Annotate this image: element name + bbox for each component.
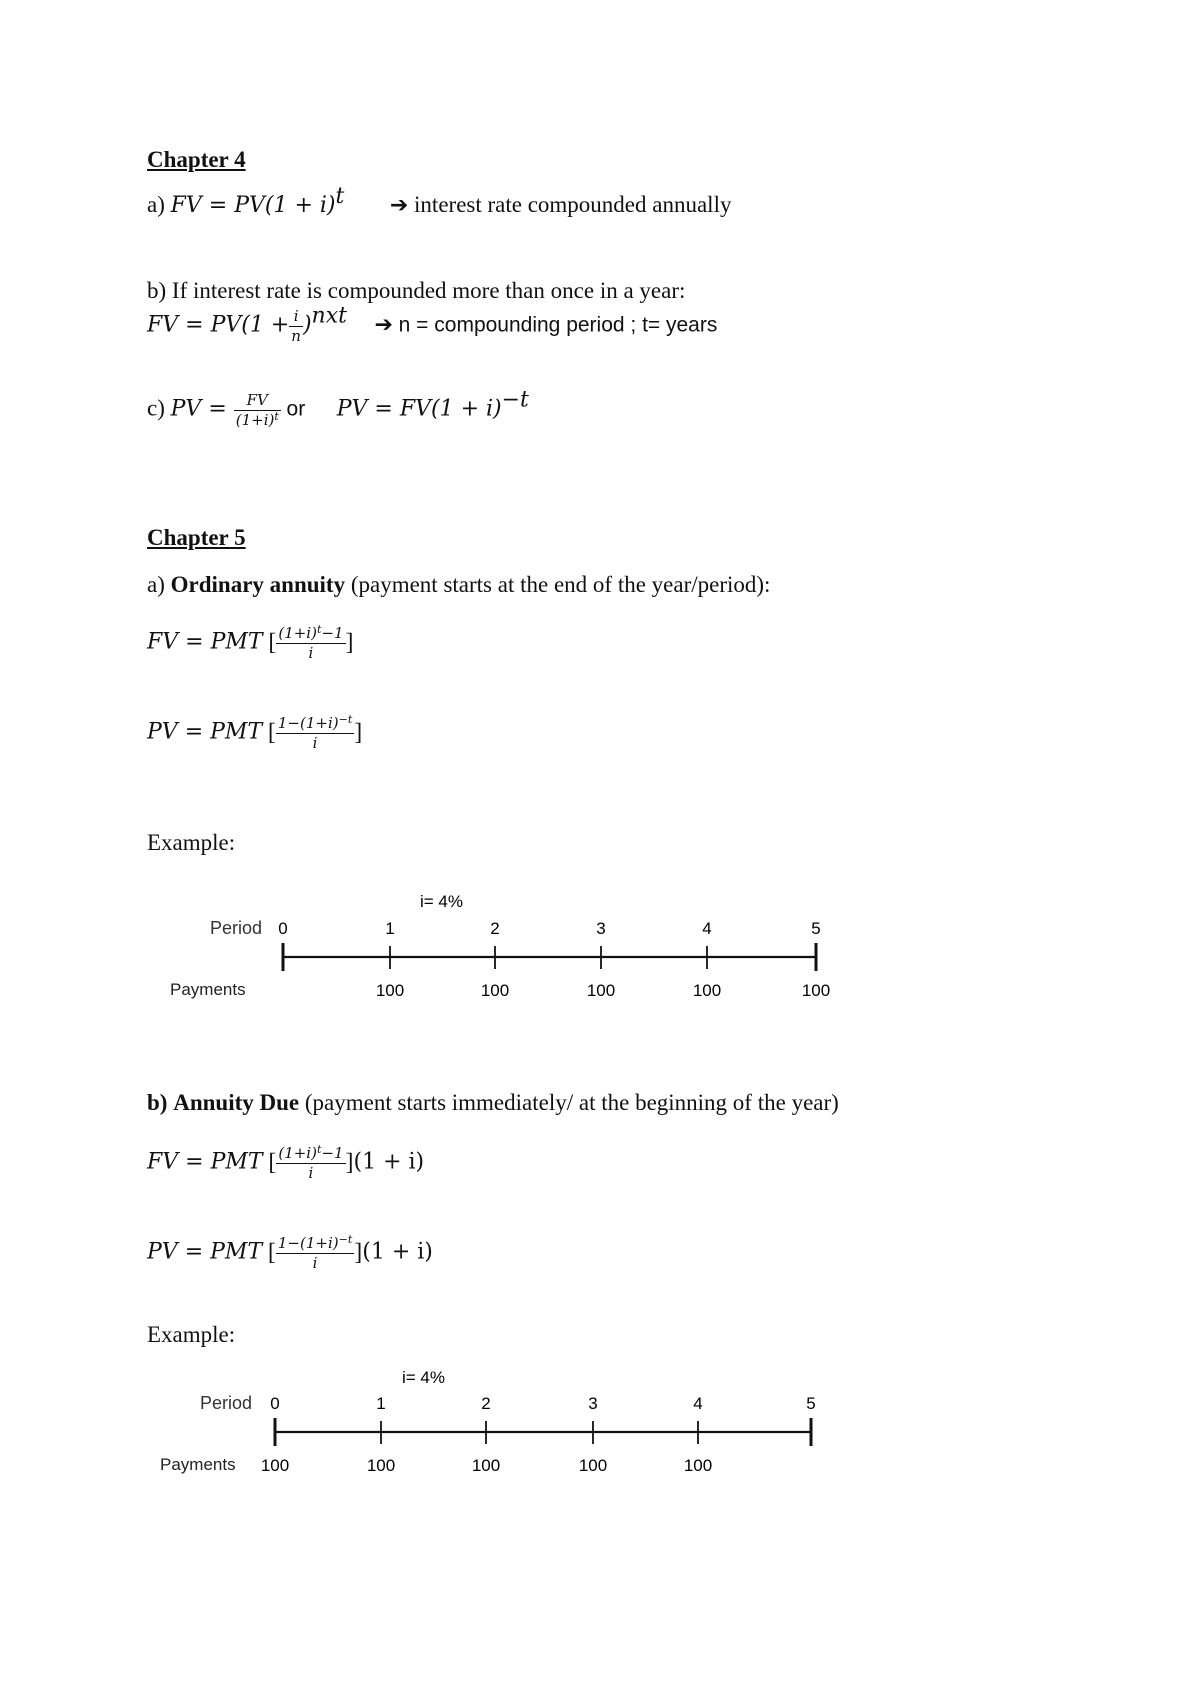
- timeline-2-payment: 100: [471, 1456, 501, 1475]
- ch5-b-pv-formula: PV = PMT [ $\frac{1-(1+i)^{-t}}{i}$ ](1 + i): [147, 1233, 433, 1272]
- ch4-formula-b: FV = PV(1 + $\frac{i}{n}$ )$^{nxt}$ ➔ n = compounding period ; t= years: [147, 303, 718, 345]
- timeline-2-period-0: 0: [270, 1394, 280, 1413]
- timeline-2-payment: 100: [366, 1456, 396, 1475]
- ch5-a-description: (payment starts at the end of the year/period):: [350, 572, 771, 597]
- ch4-b-fraction: $\frac{i}{n}$: [291, 307, 301, 345]
- timeline-1-period-4: 4: [702, 919, 712, 938]
- timeline-2-period-5: 5: [806, 1394, 816, 1413]
- timeline-1-period-3: 3: [596, 919, 606, 938]
- ch4-b-note: n = compounding period ; t= years: [398, 313, 718, 337]
- ch4-a-note: interest rate compounded annually: [414, 192, 732, 217]
- ch5-a-pv-formula: PV = PMT [ $\frac{1-(1+i)^{-t}}{i}$ ]: [147, 713, 363, 752]
- ch4-c-fraction: $\frac{FV}{(1+i)^t}$: [235, 391, 279, 429]
- ch4-a-exponent: t: [335, 184, 345, 209]
- ch4-c-rhs2: PV = FV(1 + i): [336, 396, 502, 422]
- timeline-1-period-1: 1: [385, 919, 395, 938]
- ch5-b-description: (payment starts immediately/ at the beginning of the year): [304, 1090, 839, 1115]
- right-arrow-icon: ➔: [374, 312, 393, 338]
- timeline-2-period-3: 3: [588, 1394, 598, 1413]
- timeline-1-rate: i= 4%: [420, 892, 463, 911]
- chapter-4-heading: Chapter 4: [147, 147, 246, 172]
- ch4-formula-a: a) FV = $PV(1 + i)^t$ ➔ interest rate compounded annually: [147, 184, 732, 218]
- timeline-2-payment: 100: [683, 1456, 713, 1475]
- timeline-1-period-2: 2: [490, 919, 500, 938]
- ch4-b-lhs: FV: [147, 312, 179, 338]
- timeline-1-payment: 100: [586, 981, 616, 1000]
- ch4-c-label: c): [147, 395, 165, 421]
- example-label-2: Example:: [147, 1322, 236, 1347]
- right-arrow-icon: ➔: [389, 193, 409, 218]
- ch4-b-exponent: nxt: [311, 303, 347, 329]
- annuity-due-term: Annuity Due: [173, 1090, 300, 1115]
- timeline-2-period-4: 4: [693, 1394, 703, 1413]
- timeline-2-period-2: 2: [481, 1394, 491, 1413]
- annuity-due-timeline: [150, 1360, 870, 1490]
- timeline-1-payments-label: Payments: [170, 980, 246, 999]
- ch5-b-intro: b) Annuity Due (payment starts immediately/ at the beginning of the year): [147, 1090, 839, 1115]
- timeline-2-payment: 100: [260, 1456, 290, 1475]
- ordinary-annuity-timeline: [150, 885, 870, 1020]
- ch4-c-exponent: −t: [501, 387, 529, 413]
- timeline-2-period-1: 1: [376, 1394, 386, 1413]
- ch4-b-rhs-start: PV(1 +: [210, 312, 290, 338]
- timeline-2-payments-label: Payments: [160, 1455, 236, 1474]
- ch5-a-intro: a) Ordinary annuity (payment starts at the end of the year/period):: [147, 572, 771, 597]
- ch4-b-intro: b) If interest rate is compounded more than once in a year:: [147, 278, 686, 303]
- example-label-1: Example:: [147, 830, 236, 855]
- ch4-c-or: or: [286, 397, 306, 421]
- timeline-2-payment: 100: [578, 1456, 608, 1475]
- timeline-2-rate: i= 4%: [402, 1368, 445, 1387]
- timeline-1-period-label: Period: [210, 918, 263, 938]
- timeline-1-payment: 100: [375, 981, 405, 1000]
- ch4-formula-c: c) PV = $\frac{FV}{(1+i)^t}$ or PV = $FV(1 + i)^{-t}$: [147, 387, 529, 429]
- timeline-1-period-0: 0: [278, 919, 288, 938]
- ordinary-annuity-term: Ordinary annuity: [170, 572, 346, 597]
- ch4-a-lhs: FV: [170, 193, 202, 218]
- ch5-b-fv-formula: FV = PMT [ $\frac{(1+i)^t-1}{i}$ ](1 + i): [147, 1143, 425, 1182]
- timeline-1-payment: 100: [692, 981, 722, 1000]
- timeline-1-payment: 100: [480, 981, 510, 1000]
- ch5-a-fv-formula: FV = PMT [ $\frac{(1+i)^t-1}{i}$ ]: [147, 623, 354, 662]
- ch4-a-label: a): [147, 192, 165, 217]
- timeline-1-payment: 100: [801, 981, 831, 1000]
- ch4-c-lhs: PV: [170, 396, 202, 422]
- timeline-1-period-5: 5: [811, 919, 821, 938]
- timeline-2-period-label: Period: [200, 1393, 253, 1413]
- chapter-5-heading: Chapter 5: [147, 525, 246, 550]
- ch4-a-rhs: PV(1 + i): [234, 193, 336, 218]
